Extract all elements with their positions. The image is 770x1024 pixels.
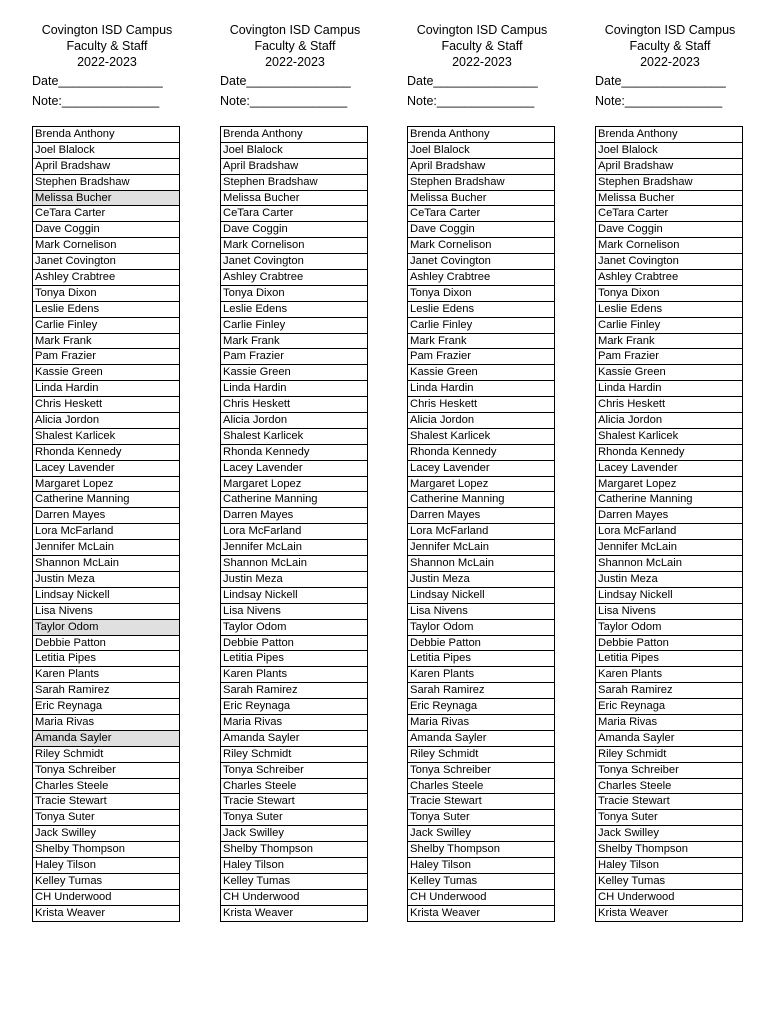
list-item: Tonya Suter bbox=[221, 810, 367, 826]
list-item: Kelley Tumas bbox=[596, 874, 742, 890]
school-year: 2022-2023 bbox=[452, 55, 512, 69]
list-item: Letitia Pipes bbox=[33, 651, 179, 667]
list-item: Darren Mayes bbox=[596, 508, 742, 524]
list-item: April Bradshaw bbox=[221, 159, 367, 175]
list-item: Sarah Ramirez bbox=[596, 683, 742, 699]
list-item: Shannon McLain bbox=[596, 556, 742, 572]
list-item: Justin Meza bbox=[33, 572, 179, 588]
list-item: Lindsay Nickell bbox=[221, 588, 367, 604]
name-list bbox=[220, 126, 368, 922]
list-item: Stephen Bradshaw bbox=[596, 175, 742, 191]
list-item: Sarah Ramirez bbox=[221, 683, 367, 699]
list-item: Amanda Sayler bbox=[221, 731, 367, 747]
list-item: Jennifer McLain bbox=[33, 540, 179, 556]
list-item: Amanda Sayler bbox=[596, 731, 742, 747]
list-item: CH Underwood bbox=[408, 890, 554, 906]
list-item: Alicia Jordon bbox=[408, 413, 554, 429]
list-item: Pam Frazier bbox=[408, 349, 554, 365]
list-item: Justin Meza bbox=[596, 572, 742, 588]
list-item: Mark Cornelison bbox=[221, 238, 367, 254]
roster-column-3 bbox=[407, 22, 557, 919]
list-item: Krista Weaver bbox=[223, 906, 294, 919]
list-item: Shelby Thompson bbox=[596, 842, 742, 858]
list-item: Shelby Thompson bbox=[33, 842, 179, 858]
campus-title: Covington ISD Campus bbox=[416, 23, 548, 37]
list-item: Mark Cornelison bbox=[33, 238, 179, 254]
list-item: Brenda Anthony bbox=[33, 127, 179, 143]
roster-column-4 bbox=[595, 22, 745, 919]
list-item: Riley Schmidt bbox=[408, 747, 554, 763]
list-item: Chris Heskett bbox=[33, 397, 179, 413]
roster-column-1 bbox=[32, 22, 182, 919]
list-item: Lora McFarland bbox=[408, 524, 554, 540]
list-item: Tracie Stewart bbox=[596, 794, 742, 810]
list-item: Kassie Green bbox=[596, 365, 742, 381]
list-item: Linda Hardin bbox=[221, 381, 367, 397]
list-item: Chris Heskett bbox=[221, 397, 367, 413]
note-field: Note:______________ bbox=[220, 94, 348, 108]
list-item: Justin Meza bbox=[221, 572, 367, 588]
list-item: April Bradshaw bbox=[596, 159, 742, 175]
list-item: Alicia Jordon bbox=[596, 413, 742, 429]
list-item: Kassie Green bbox=[33, 365, 179, 381]
campus-title: Covington ISD Campus bbox=[604, 23, 736, 37]
list-item: CH Underwood bbox=[33, 890, 179, 906]
list-item: Jennifer McLain bbox=[408, 540, 554, 556]
list-item: Shelby Thompson bbox=[221, 842, 367, 858]
list-item: Tonya Schreiber bbox=[221, 763, 367, 779]
list-item: Taylor Odom bbox=[221, 620, 367, 636]
list-item: Ashley Crabtree bbox=[33, 270, 179, 286]
list-item: Leslie Edens bbox=[408, 302, 554, 318]
list-item: Stephen Bradshaw bbox=[221, 175, 367, 191]
list-item: Charles Steele bbox=[33, 779, 179, 795]
list-item: CH Underwood bbox=[596, 890, 742, 906]
list-item: Pam Frazier bbox=[221, 349, 367, 365]
list-item: Tonya Dixon bbox=[408, 286, 554, 302]
list-item: Tonya Dixon bbox=[596, 286, 742, 302]
list-item: Lacey Lavender bbox=[408, 461, 554, 477]
date-field: Date_______________ bbox=[32, 74, 163, 88]
list-item: Shannon McLain bbox=[221, 556, 367, 572]
list-item: Maria Rivas bbox=[221, 715, 367, 731]
list-item: Shalest Karlicek bbox=[596, 429, 742, 445]
list-item: Shannon McLain bbox=[408, 556, 554, 572]
list-item: Tracie Stewart bbox=[408, 794, 554, 810]
list-item: Mark Frank bbox=[408, 334, 554, 350]
list-item: Carlie Finley bbox=[408, 318, 554, 334]
list-item: Catherine Manning bbox=[596, 492, 742, 508]
list-item: Lacey Lavender bbox=[221, 461, 367, 477]
list-item: Tracie Stewart bbox=[221, 794, 367, 810]
list-item: Shelby Thompson bbox=[408, 842, 554, 858]
campus-header bbox=[595, 22, 745, 70]
list-item: Kelley Tumas bbox=[33, 874, 179, 890]
school-year: 2022-2023 bbox=[77, 55, 137, 69]
date-field: Date_______________ bbox=[595, 74, 726, 88]
list-item: Lora McFarland bbox=[33, 524, 179, 540]
list-item: Taylor Odom bbox=[596, 620, 742, 636]
list-item: Taylor Odom bbox=[33, 620, 179, 636]
list-item: April Bradshaw bbox=[408, 159, 554, 175]
campus-title: Covington ISD Campus bbox=[41, 23, 173, 37]
list-item: Lisa Nivens bbox=[408, 604, 554, 620]
list-item: Brenda Anthony bbox=[221, 127, 367, 143]
campus-header bbox=[32, 22, 182, 70]
list-item: Catherine Manning bbox=[33, 492, 179, 508]
campus-header bbox=[220, 22, 370, 70]
note-field: Note:______________ bbox=[32, 94, 160, 108]
list-item: Letitia Pipes bbox=[596, 651, 742, 667]
list-item: Joel Blalock bbox=[408, 143, 554, 159]
list-item: Carlie Finley bbox=[596, 318, 742, 334]
list-item: CH Underwood bbox=[221, 890, 367, 906]
list-item: Mark Frank bbox=[221, 334, 367, 350]
list-item: Margaret Lopez bbox=[596, 477, 742, 493]
list-item: Dave Coggin bbox=[221, 222, 367, 238]
list-item: Catherine Manning bbox=[408, 492, 554, 508]
list-item: Lisa Nivens bbox=[33, 604, 179, 620]
list-item: Mark Frank bbox=[596, 334, 742, 350]
staff-subtitle: Faculty & Staff bbox=[254, 39, 336, 53]
list-item: Lora McFarland bbox=[221, 524, 367, 540]
name-list bbox=[595, 126, 743, 922]
list-item: Alicia Jordon bbox=[33, 413, 179, 429]
list-item: Carlie Finley bbox=[33, 318, 179, 334]
list-item: Janet Covington bbox=[408, 254, 554, 270]
list-item: Lindsay Nickell bbox=[596, 588, 742, 604]
staff-subtitle: Faculty & Staff bbox=[629, 39, 711, 53]
list-item: Kassie Green bbox=[221, 365, 367, 381]
list-item: Sarah Ramirez bbox=[408, 683, 554, 699]
list-item: Tracie Stewart bbox=[33, 794, 179, 810]
list-item: Lora McFarland bbox=[596, 524, 742, 540]
list-item: Lacey Lavender bbox=[33, 461, 179, 477]
list-item: CeTara Carter bbox=[33, 206, 179, 222]
list-item: Shannon McLain bbox=[33, 556, 179, 572]
list-item: Shalest Karlicek bbox=[408, 429, 554, 445]
list-item: Sarah Ramirez bbox=[33, 683, 179, 699]
list-item: Jack Swilley bbox=[408, 826, 554, 842]
list-item: Margaret Lopez bbox=[408, 477, 554, 493]
list-item: Krista Weaver bbox=[598, 906, 669, 919]
list-item: Lindsay Nickell bbox=[408, 588, 554, 604]
list-item: Ashley Crabtree bbox=[408, 270, 554, 286]
list-item: Tonya Suter bbox=[33, 810, 179, 826]
list-item: Chris Heskett bbox=[408, 397, 554, 413]
list-item: Pam Frazier bbox=[33, 349, 179, 365]
list-item: Joel Blalock bbox=[221, 143, 367, 159]
list-item: Alicia Jordon bbox=[221, 413, 367, 429]
list-item: Haley Tilson bbox=[596, 858, 742, 874]
list-item: Rhonda Kennedy bbox=[33, 445, 179, 461]
list-item: Linda Hardin bbox=[408, 381, 554, 397]
list-item: Leslie Edens bbox=[596, 302, 742, 318]
list-item: Taylor Odom bbox=[408, 620, 554, 636]
list-item: Chris Heskett bbox=[596, 397, 742, 413]
list-item: Kelley Tumas bbox=[408, 874, 554, 890]
note-field: Note:______________ bbox=[595, 94, 723, 108]
list-item: Brenda Anthony bbox=[596, 127, 742, 143]
list-item: Kelley Tumas bbox=[221, 874, 367, 890]
list-item: Lisa Nivens bbox=[596, 604, 742, 620]
list-item: Tonya Schreiber bbox=[596, 763, 742, 779]
list-item: Jack Swilley bbox=[596, 826, 742, 842]
list-item: CeTara Carter bbox=[596, 206, 742, 222]
list-item: Lisa Nivens bbox=[221, 604, 367, 620]
list-item: Stephen Bradshaw bbox=[33, 175, 179, 191]
list-item: Jack Swilley bbox=[33, 826, 179, 842]
list-item: CeTara Carter bbox=[221, 206, 367, 222]
list-item: Debbie Patton bbox=[221, 636, 367, 652]
list-item: Dave Coggin bbox=[33, 222, 179, 238]
list-item: Linda Hardin bbox=[33, 381, 179, 397]
list-item: Dave Coggin bbox=[408, 222, 554, 238]
list-item: Rhonda Kennedy bbox=[596, 445, 742, 461]
list-item: Letitia Pipes bbox=[408, 651, 554, 667]
roster-column-2 bbox=[220, 22, 370, 919]
list-item: Karen Plants bbox=[408, 667, 554, 683]
list-item: Tonya Suter bbox=[408, 810, 554, 826]
list-item: Brenda Anthony bbox=[408, 127, 554, 143]
list-item: Krista Weaver bbox=[35, 906, 106, 919]
list-item: Charles Steele bbox=[221, 779, 367, 795]
list-item: Debbie Patton bbox=[596, 636, 742, 652]
list-item: Charles Steele bbox=[408, 779, 554, 795]
staff-subtitle: Faculty & Staff bbox=[441, 39, 523, 53]
campus-title: Covington ISD Campus bbox=[229, 23, 361, 37]
list-item: Margaret Lopez bbox=[221, 477, 367, 493]
list-item: Leslie Edens bbox=[33, 302, 179, 318]
list-item: Krista Weaver bbox=[410, 906, 481, 919]
list-item: Haley Tilson bbox=[221, 858, 367, 874]
list-item: Carlie Finley bbox=[221, 318, 367, 334]
list-item: Shalest Karlicek bbox=[221, 429, 367, 445]
list-item: Justin Meza bbox=[408, 572, 554, 588]
list-item: Rhonda Kennedy bbox=[221, 445, 367, 461]
list-item: Joel Blalock bbox=[596, 143, 742, 159]
list-item: Maria Rivas bbox=[33, 715, 179, 731]
name-list bbox=[407, 126, 555, 922]
list-item: Rhonda Kennedy bbox=[408, 445, 554, 461]
list-item: Darren Mayes bbox=[408, 508, 554, 524]
list-item: Stephen Bradshaw bbox=[408, 175, 554, 191]
list-item: Amanda Sayler bbox=[408, 731, 554, 747]
list-item: Shalest Karlicek bbox=[33, 429, 179, 445]
list-item: Janet Covington bbox=[221, 254, 367, 270]
date-field: Date_______________ bbox=[220, 74, 351, 88]
list-item: Ashley Crabtree bbox=[221, 270, 367, 286]
list-item: Haley Tilson bbox=[408, 858, 554, 874]
list-item: Amanda Sayler bbox=[33, 731, 179, 747]
list-item: Tonya Schreiber bbox=[408, 763, 554, 779]
list-item: Karen Plants bbox=[221, 667, 367, 683]
list-item: Darren Mayes bbox=[33, 508, 179, 524]
list-item: Janet Covington bbox=[33, 254, 179, 270]
list-item: Janet Covington bbox=[596, 254, 742, 270]
list-item: Jennifer McLain bbox=[221, 540, 367, 556]
note-field: Note:______________ bbox=[407, 94, 535, 108]
list-item: Debbie Patton bbox=[408, 636, 554, 652]
list-item: Eric Reynaga bbox=[408, 699, 554, 715]
list-item: Riley Schmidt bbox=[221, 747, 367, 763]
list-item: Jennifer McLain bbox=[596, 540, 742, 556]
list-item: Mark Cornelison bbox=[408, 238, 554, 254]
list-item: Tonya Dixon bbox=[33, 286, 179, 302]
campus-header bbox=[407, 22, 557, 70]
school-year: 2022-2023 bbox=[265, 55, 325, 69]
list-item: Margaret Lopez bbox=[33, 477, 179, 493]
list-item: Mark Cornelison bbox=[596, 238, 742, 254]
list-item: Joel Blalock bbox=[33, 143, 179, 159]
list-item: Darren Mayes bbox=[221, 508, 367, 524]
list-item: Eric Reynaga bbox=[33, 699, 179, 715]
list-item: Kassie Green bbox=[408, 365, 554, 381]
list-item: Linda Hardin bbox=[596, 381, 742, 397]
date-field: Date_______________ bbox=[407, 74, 538, 88]
list-item: Melissa Bucher bbox=[596, 191, 742, 207]
list-item: Melissa Bucher bbox=[408, 191, 554, 207]
school-year: 2022-2023 bbox=[640, 55, 700, 69]
list-item: Eric Reynaga bbox=[596, 699, 742, 715]
list-item: April Bradshaw bbox=[33, 159, 179, 175]
list-item: Catherine Manning bbox=[221, 492, 367, 508]
list-item: Lacey Lavender bbox=[596, 461, 742, 477]
list-item: Melissa Bucher bbox=[33, 191, 179, 207]
list-item: Jack Swilley bbox=[221, 826, 367, 842]
list-item: Debbie Patton bbox=[33, 636, 179, 652]
list-item: Melissa Bucher bbox=[221, 191, 367, 207]
list-item: Dave Coggin bbox=[596, 222, 742, 238]
list-item: Tonya Schreiber bbox=[33, 763, 179, 779]
list-item: Riley Schmidt bbox=[33, 747, 179, 763]
list-item: Karen Plants bbox=[596, 667, 742, 683]
list-item: CeTara Carter bbox=[408, 206, 554, 222]
list-item: Karen Plants bbox=[33, 667, 179, 683]
list-item: Maria Rivas bbox=[408, 715, 554, 731]
list-item: Mark Frank bbox=[33, 334, 179, 350]
list-item: Riley Schmidt bbox=[596, 747, 742, 763]
list-item: Leslie Edens bbox=[221, 302, 367, 318]
list-item: Lindsay Nickell bbox=[33, 588, 179, 604]
list-item: Letitia Pipes bbox=[221, 651, 367, 667]
list-item: Pam Frazier bbox=[596, 349, 742, 365]
list-item: Tonya Dixon bbox=[221, 286, 367, 302]
staff-subtitle: Faculty & Staff bbox=[66, 39, 148, 53]
list-item: Haley Tilson bbox=[33, 858, 179, 874]
list-item: Tonya Suter bbox=[596, 810, 742, 826]
list-item: Charles Steele bbox=[596, 779, 742, 795]
list-item: Ashley Crabtree bbox=[596, 270, 742, 286]
name-list bbox=[32, 126, 180, 922]
list-item: Maria Rivas bbox=[596, 715, 742, 731]
list-item: Eric Reynaga bbox=[221, 699, 367, 715]
